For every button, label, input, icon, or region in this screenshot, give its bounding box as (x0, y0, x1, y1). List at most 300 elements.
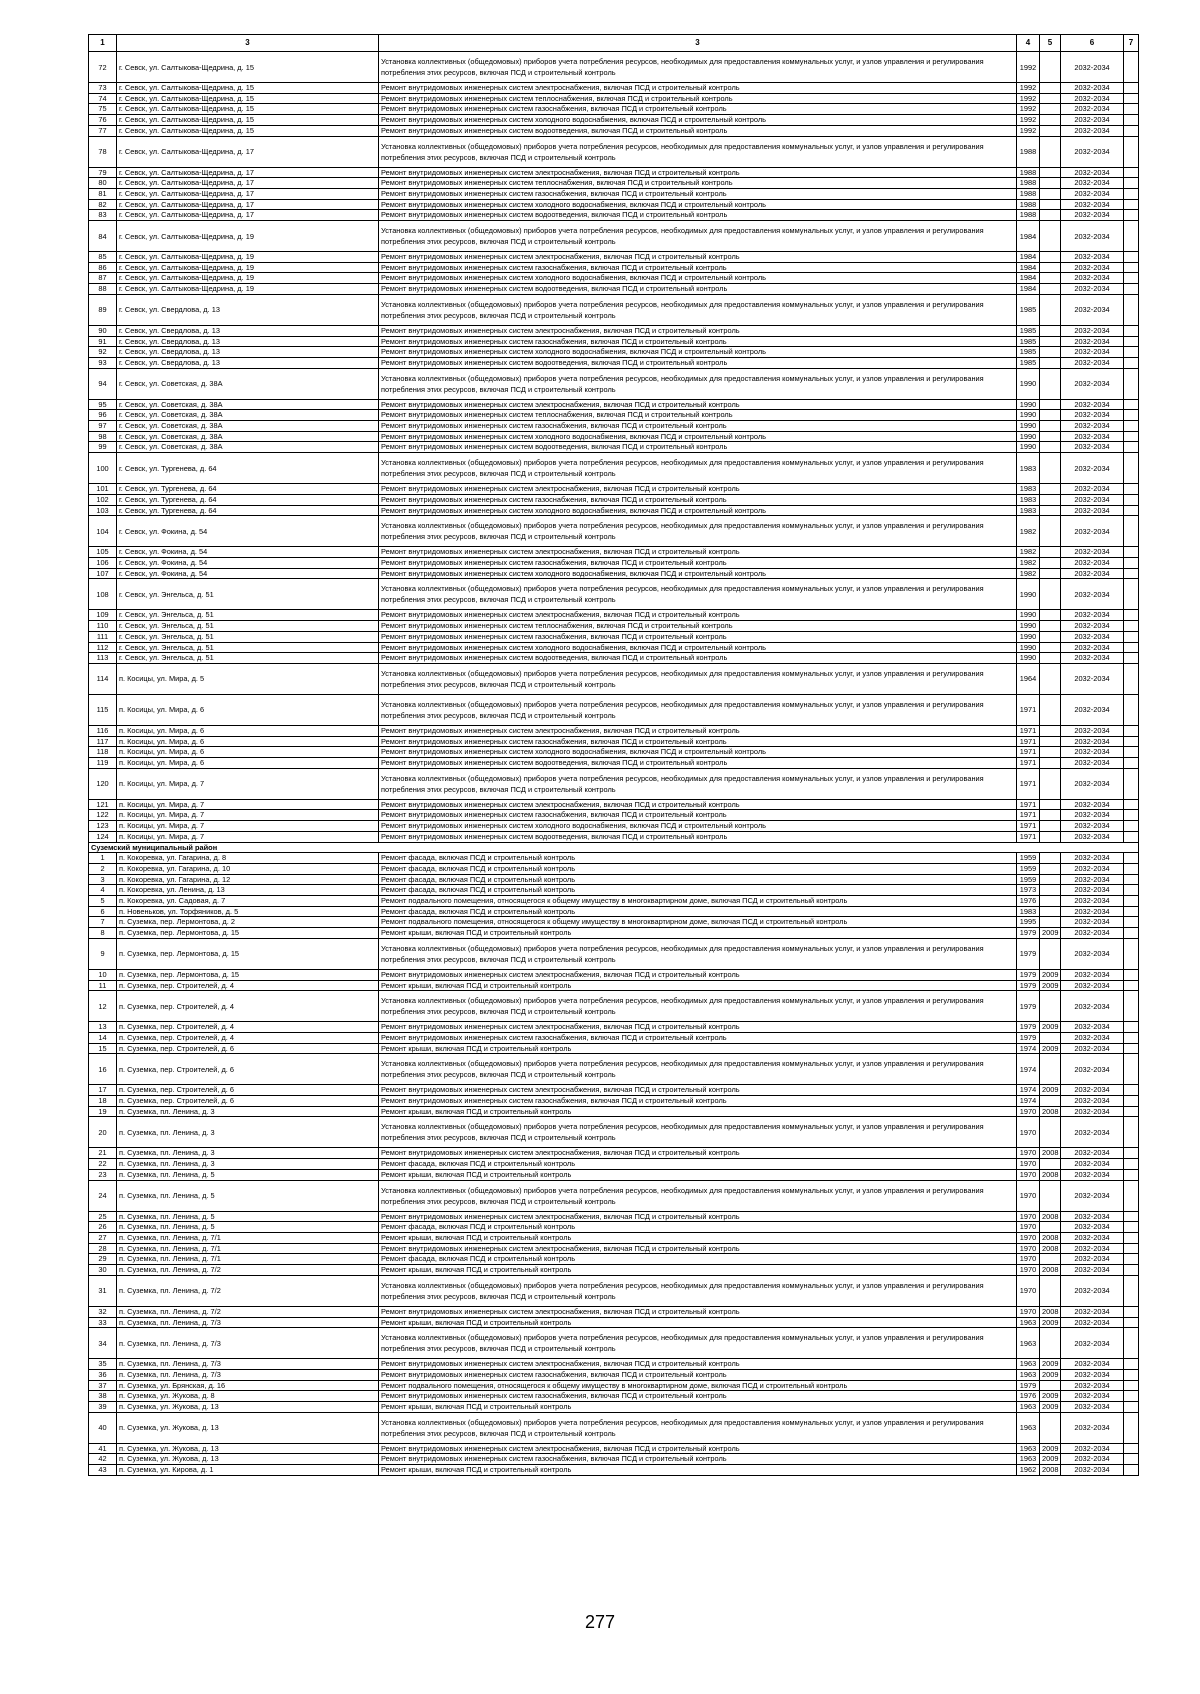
address-cell: г. Севск, ул. Советская, д. 38А (117, 431, 379, 442)
empty-cell (1124, 125, 1139, 136)
table-row (89, 294, 1139, 325)
last-repair-year-cell (1040, 747, 1061, 758)
address-cell: г. Севск, ул. Энгельса, д. 51 (117, 642, 379, 653)
row-number: 119 (89, 758, 117, 769)
planned-period-cell: 2032-2034 (1061, 210, 1124, 221)
row-number: 27 (89, 1233, 117, 1244)
row-number: 103 (89, 505, 117, 516)
table-row (89, 917, 1139, 928)
commission-year-cell: 1971 (1017, 831, 1040, 842)
last-repair-year-cell (1040, 167, 1061, 178)
commission-year-cell: 1970 (1017, 1211, 1040, 1222)
work-description-cell: Ремонт внутридомовых инженерных систем электроснабжения, включая ПСД и строительный контроль (379, 167, 1017, 178)
empty-cell (1124, 768, 1139, 799)
work-description-cell: Ремонт внутридомовых инженерных систем электроснабжения, включая ПСД и строительный контроль (379, 1443, 1017, 1454)
last-repair-year-cell (1040, 1254, 1061, 1265)
table-body (89, 52, 1139, 1476)
empty-cell (1124, 221, 1139, 252)
address-cell: п. Суземка, пер. Строителей, д. 6 (117, 1096, 379, 1107)
address-cell: г. Севск, ул. Советская, д. 38А (117, 410, 379, 421)
empty-cell (1124, 631, 1139, 642)
row-number: 1 (89, 853, 117, 864)
last-repair-year-cell (1040, 453, 1061, 484)
address-cell: г. Севск, ул. Салтыкова-Щедрина, д. 17 (117, 136, 379, 167)
address-cell: г. Севск, ул. Салтыкова-Щедрина, д. 17 (117, 178, 379, 189)
table-row (89, 52, 1139, 83)
planned-period-cell: 2032-2034 (1061, 557, 1124, 568)
table-row (89, 1306, 1139, 1317)
address-cell: г. Севск, ул. Свердлова, д. 13 (117, 357, 379, 368)
row-number: 20 (89, 1117, 117, 1148)
work-description-cell: Ремонт крыши, включая ПСД и строительный контроль (379, 1233, 1017, 1244)
commission-year-cell: 1990 (1017, 653, 1040, 664)
commission-year-cell: 1979 (1017, 969, 1040, 980)
last-repair-year-cell (1040, 442, 1061, 453)
commission-year-cell: 1990 (1017, 610, 1040, 621)
table-row (89, 188, 1139, 199)
planned-period-cell: 2032-2034 (1061, 1254, 1124, 1265)
planned-period-cell: 2032-2034 (1061, 1148, 1124, 1159)
address-cell: п. Кокоревка, ул. Садовая, д. 7 (117, 896, 379, 907)
planned-period-cell: 2032-2034 (1061, 199, 1124, 210)
work-description-cell: Ремонт внутридомовых инженерных систем электроснабжения, включая ПСД и строительный контроль (379, 83, 1017, 94)
last-repair-year-cell (1040, 410, 1061, 421)
empty-cell (1124, 104, 1139, 115)
empty-cell (1124, 863, 1139, 874)
row-number: 28 (89, 1243, 117, 1254)
table-row (89, 368, 1139, 399)
row-number: 7 (89, 917, 117, 928)
last-repair-year-cell (1040, 1096, 1061, 1107)
commission-year-cell: 1979 (1017, 1380, 1040, 1391)
planned-period-cell: 2032-2034 (1061, 484, 1124, 495)
address-cell: п. Косицы, ул. Мира, д. 7 (117, 768, 379, 799)
row-number: 104 (89, 516, 117, 547)
empty-cell (1124, 1159, 1139, 1170)
last-repair-year-cell (1040, 896, 1061, 907)
last-repair-year-cell (1040, 252, 1061, 263)
row-number: 4 (89, 885, 117, 896)
empty-cell (1124, 557, 1139, 568)
table-row (89, 199, 1139, 210)
work-description-cell: Ремонт внутридомовых инженерных систем газоснабжения, включая ПСД и строительный контроль (379, 1454, 1017, 1465)
table-row (89, 325, 1139, 336)
address-cell: п. Суземка, пер. Строителей, д. 4 (117, 1022, 379, 1033)
table-row (89, 736, 1139, 747)
address-cell: г. Севск, ул. Салтыкова-Щедрина, д. 15 (117, 104, 379, 115)
commission-year-cell: 1979 (1017, 980, 1040, 991)
table-row (89, 885, 1139, 896)
work-description-cell: Ремонт внутридомовых инженерных систем холодного водоснабжения, включая ПСД и строительный контроль (379, 273, 1017, 284)
last-repair-year-cell: 2009 (1040, 1085, 1061, 1096)
empty-cell (1124, 694, 1139, 725)
address-cell: п. Кокоревка, ул. Ленина, д. 13 (117, 885, 379, 896)
last-repair-year-cell (1040, 399, 1061, 410)
empty-cell (1124, 1412, 1139, 1443)
table-row (89, 579, 1139, 610)
table-row (89, 1443, 1139, 1454)
table-row (89, 1054, 1139, 1085)
planned-period-cell: 2032-2034 (1061, 747, 1124, 758)
work-description-cell: Ремонт внутридомовых инженерных систем электроснабжения, включая ПСД и строительный контроль (379, 1085, 1017, 1096)
address-cell: п. Суземка, пер. Лермонтова, д. 15 (117, 928, 379, 939)
row-number: 42 (89, 1454, 117, 1465)
row-number: 87 (89, 273, 117, 284)
address-cell: г. Севск, ул. Салтыкова-Щедрина, д. 19 (117, 252, 379, 263)
address-cell: п. Косицы, ул. Мира, д. 6 (117, 736, 379, 747)
last-repair-year-cell (1040, 736, 1061, 747)
commission-year-cell: 1971 (1017, 694, 1040, 725)
empty-cell (1124, 831, 1139, 842)
work-description-cell: Ремонт внутридомовых инженерных систем электроснабжения, включая ПСД и строительный контроль (379, 725, 1017, 736)
commission-year-cell: 1970 (1017, 1254, 1040, 1265)
row-number: 75 (89, 104, 117, 115)
planned-period-cell: 2032-2034 (1061, 621, 1124, 632)
empty-cell (1124, 399, 1139, 410)
commission-year-cell: 1970 (1017, 1148, 1040, 1159)
last-repair-year-cell (1040, 1054, 1061, 1085)
work-description-cell: Установка коллективных (общедомовых) приборов учета потребления ресурсов, необходимых для предоставления коммунальных услуг, и узлов управления и регулирования потребления этих ресурсов, включая ПСД и строительный контроль (379, 663, 1017, 694)
table-row (89, 928, 1139, 939)
planned-period-cell: 2032-2034 (1061, 663, 1124, 694)
last-repair-year-cell: 2009 (1040, 1317, 1061, 1328)
work-description-cell: Установка коллективных (общедомовых) приборов учета потребления ресурсов, необходимых для предоставления коммунальных услуг, и узлов управления и регулирования потребления этих ресурсов, включая ПСД и строительный контроль (379, 221, 1017, 252)
table-row (89, 610, 1139, 621)
commission-year-cell: 1982 (1017, 557, 1040, 568)
row-number: 123 (89, 821, 117, 832)
row-number: 101 (89, 484, 117, 495)
planned-period-cell: 2032-2034 (1061, 325, 1124, 336)
last-repair-year-cell (1040, 917, 1061, 928)
last-repair-year-cell (1040, 52, 1061, 83)
table-row (89, 1380, 1139, 1391)
empty-cell (1124, 442, 1139, 453)
last-repair-year-cell (1040, 368, 1061, 399)
table-row (89, 1317, 1139, 1328)
planned-period-cell: 2032-2034 (1061, 1233, 1124, 1244)
work-description-cell: Установка коллективных (общедомовых) приборов учета потребления ресурсов, необходимых для предоставления коммунальных услуг, и узлов управления и регулирования потребления этих ресурсов, включая ПСД и строительный контроль (379, 1117, 1017, 1148)
empty-cell (1124, 325, 1139, 336)
empty-cell (1124, 917, 1139, 928)
empty-cell (1124, 663, 1139, 694)
row-number: 40 (89, 1412, 117, 1443)
work-description-cell: Ремонт внутридомовых инженерных систем холодного водоснабжения, включая ПСД и строительный контроль (379, 747, 1017, 758)
planned-period-cell: 2032-2034 (1061, 178, 1124, 189)
row-number: 34 (89, 1328, 117, 1359)
last-repair-year-cell (1040, 831, 1061, 842)
table-row (89, 516, 1139, 547)
address-cell: п. Косицы, ул. Мира, д. 7 (117, 821, 379, 832)
empty-cell (1124, 568, 1139, 579)
row-number: 41 (89, 1443, 117, 1454)
last-repair-year-cell (1040, 631, 1061, 642)
table-row (89, 1169, 1139, 1180)
address-cell: п. Косицы, ул. Мира, д. 6 (117, 747, 379, 758)
commission-year-cell: 1964 (1017, 663, 1040, 694)
column-header-extra: 7 (1124, 35, 1139, 52)
row-number: 76 (89, 115, 117, 126)
commission-year-cell: 1990 (1017, 421, 1040, 432)
address-cell: г. Севск, ул. Свердлова, д. 13 (117, 336, 379, 347)
table-row (89, 1211, 1139, 1222)
last-repair-year-cell (1040, 1180, 1061, 1211)
row-number: 122 (89, 810, 117, 821)
work-description-cell: Ремонт фасада, включая ПСД и строительный контроль (379, 1159, 1017, 1170)
commission-year-cell: 1974 (1017, 1096, 1040, 1107)
table-row (89, 758, 1139, 769)
row-number: 13 (89, 1022, 117, 1033)
planned-period-cell: 2032-2034 (1061, 810, 1124, 821)
planned-period-cell: 2032-2034 (1061, 1169, 1124, 1180)
work-description-cell: Установка коллективных (общедомовых) приборов учета потребления ресурсов, необходимых для предоставления коммунальных услуг, и узлов управления и регулирования потребления этих ресурсов, включая ПСД и строительный контроль (379, 1412, 1017, 1443)
table-row (89, 1243, 1139, 1254)
table-row (89, 410, 1139, 421)
last-repair-year-cell (1040, 421, 1061, 432)
table-row (89, 1085, 1139, 1096)
table-row (89, 494, 1139, 505)
commission-year-cell: 1985 (1017, 347, 1040, 358)
planned-period-cell: 2032-2034 (1061, 1402, 1124, 1413)
empty-cell (1124, 896, 1139, 907)
work-description-cell: Ремонт внутридомовых инженерных систем холодного водоснабжения, включая ПСД и строительный контроль (379, 642, 1017, 653)
last-repair-year-cell (1040, 1380, 1061, 1391)
planned-period-cell: 2032-2034 (1061, 1380, 1124, 1391)
address-cell: п. Кокоревка, ул. Гагарина, д. 8 (117, 853, 379, 864)
work-description-cell: Ремонт внутридомовых инженерных систем газоснабжения, включая ПСД и строительный контроль (379, 810, 1017, 821)
empty-cell (1124, 1328, 1139, 1359)
commission-year-cell: 1970 (1017, 1275, 1040, 1306)
row-number: 23 (89, 1169, 117, 1180)
empty-cell (1124, 1391, 1139, 1402)
commission-year-cell: 1983 (1017, 494, 1040, 505)
address-cell: п. Суземка, пер. Строителей, д. 4 (117, 980, 379, 991)
table-row (89, 821, 1139, 832)
last-repair-year-cell (1040, 579, 1061, 610)
work-description-cell: Ремонт внутридомовых инженерных систем газоснабжения, включая ПСД и строительный контроль (379, 631, 1017, 642)
empty-cell (1124, 1265, 1139, 1276)
last-repair-year-cell (1040, 885, 1061, 896)
commission-year-cell: 1971 (1017, 736, 1040, 747)
row-number: 96 (89, 410, 117, 421)
row-number: 112 (89, 642, 117, 653)
planned-period-cell: 2032-2034 (1061, 284, 1124, 295)
table-row (89, 442, 1139, 453)
address-cell: п. Косицы, ул. Мира, д. 6 (117, 758, 379, 769)
empty-cell (1124, 453, 1139, 484)
table-row (89, 853, 1139, 864)
commission-year-cell: 1963 (1017, 1328, 1040, 1359)
planned-period-cell: 2032-2034 (1061, 980, 1124, 991)
row-number: 78 (89, 136, 117, 167)
empty-cell (1124, 1317, 1139, 1328)
empty-cell (1124, 610, 1139, 621)
last-repair-year-cell (1040, 547, 1061, 558)
work-description-cell: Ремонт внутридомовых инженерных систем теплоснабжения, включая ПСД и строительный контроль (379, 178, 1017, 189)
planned-period-cell: 2032-2034 (1061, 1211, 1124, 1222)
empty-cell (1124, 83, 1139, 94)
commission-year-cell: 1970 (1017, 1233, 1040, 1244)
planned-period-cell: 2032-2034 (1061, 167, 1124, 178)
row-number: 26 (89, 1222, 117, 1233)
table-row (89, 1096, 1139, 1107)
address-cell: г. Севск, ул. Свердлова, д. 13 (117, 294, 379, 325)
planned-period-cell: 2032-2034 (1061, 568, 1124, 579)
table-row (89, 874, 1139, 885)
work-description-cell: Установка коллективных (общедомовых) приборов учета потребления ресурсов, необходимых для предоставления коммунальных услуг, и узлов управления и регулирования потребления этих ресурсов, включая ПСД и строительный контроль (379, 991, 1017, 1022)
row-number: 16 (89, 1054, 117, 1085)
last-repair-year-cell: 2008 (1040, 1233, 1061, 1244)
table-row (89, 1402, 1139, 1413)
empty-cell (1124, 1254, 1139, 1265)
table-row (89, 453, 1139, 484)
planned-period-cell: 2032-2034 (1061, 1265, 1124, 1276)
work-description-cell: Ремонт крыши, включая ПСД и строительный контроль (379, 1402, 1017, 1413)
last-repair-year-cell (1040, 104, 1061, 115)
column-header-address: 3 (117, 35, 379, 52)
planned-period-cell: 2032-2034 (1061, 579, 1124, 610)
last-repair-year-cell: 2008 (1040, 1106, 1061, 1117)
row-number: 90 (89, 325, 117, 336)
address-cell: г. Севск, ул. Свердлова, д. 13 (117, 347, 379, 358)
last-repair-year-cell (1040, 199, 1061, 210)
work-description-cell: Установка коллективных (общедомовых) приборов учета потребления ресурсов, необходимых для предоставления коммунальных услуг, и узлов управления и регулирования потребления этих ресурсов, включая ПСД и строительный контроль (379, 579, 1017, 610)
row-number: 6 (89, 906, 117, 917)
commission-year-cell: 1992 (1017, 52, 1040, 83)
commission-year-cell: 1976 (1017, 1391, 1040, 1402)
last-repair-year-cell (1040, 610, 1061, 621)
commission-year-cell: 1974 (1017, 1043, 1040, 1054)
address-cell: г. Севск, ул. Фокина, д. 54 (117, 516, 379, 547)
table-row (89, 484, 1139, 495)
last-repair-year-cell (1040, 799, 1061, 810)
planned-period-cell: 2032-2034 (1061, 853, 1124, 864)
address-cell: п. Суземка, пл. Ленина, д. 7/3 (117, 1369, 379, 1380)
work-description-cell: Ремонт внутридомовых инженерных систем газоснабжения, включая ПСД и строительный контроль (379, 1096, 1017, 1107)
work-description-cell: Установка коллективных (общедомовых) приборов учета потребления ресурсов, необходимых для предоставления коммунальных услуг, и узлов управления и регулирования потребления этих ресурсов, включая ПСД и строительный контроль (379, 516, 1017, 547)
empty-cell (1124, 621, 1139, 632)
empty-cell (1124, 262, 1139, 273)
address-cell: п. Суземка, пл. Ленина, д. 7/3 (117, 1317, 379, 1328)
last-repair-year-cell (1040, 821, 1061, 832)
row-number: 25 (89, 1211, 117, 1222)
commission-year-cell: 1970 (1017, 1222, 1040, 1233)
table-row (89, 1265, 1139, 1276)
last-repair-year-cell (1040, 1032, 1061, 1043)
planned-period-cell: 2032-2034 (1061, 917, 1124, 928)
table-row (89, 273, 1139, 284)
planned-period-cell: 2032-2034 (1061, 821, 1124, 832)
work-description-cell: Ремонт внутридомовых инженерных систем электроснабжения, включая ПСД и строительный контроль (379, 1211, 1017, 1222)
address-cell: п. Кокоревка, ул. Гагарина, д. 12 (117, 874, 379, 885)
commission-year-cell: 1990 (1017, 642, 1040, 653)
table-row (89, 1391, 1139, 1402)
last-repair-year-cell: 2009 (1040, 1022, 1061, 1033)
planned-period-cell: 2032-2034 (1061, 347, 1124, 358)
last-repair-year-cell (1040, 210, 1061, 221)
section-title: Суземский муниципальный район (89, 842, 1139, 853)
row-number: 120 (89, 768, 117, 799)
work-description-cell: Ремонт фасада, включая ПСД и строительный контроль (379, 1254, 1017, 1265)
commission-year-cell: 1963 (1017, 1454, 1040, 1465)
row-number: 99 (89, 442, 117, 453)
row-number: 12 (89, 991, 117, 1022)
empty-cell (1124, 336, 1139, 347)
table-row (89, 83, 1139, 94)
empty-cell (1124, 1032, 1139, 1043)
planned-period-cell: 2032-2034 (1061, 453, 1124, 484)
table-row (89, 262, 1139, 273)
last-repair-year-cell: 2008 (1040, 1265, 1061, 1276)
last-repair-year-cell (1040, 874, 1061, 885)
address-cell: п. Суземка, пер. Строителей, д. 6 (117, 1085, 379, 1096)
planned-period-cell: 2032-2034 (1061, 115, 1124, 126)
row-number: 81 (89, 188, 117, 199)
address-cell: п. Суземка, пл. Ленина, д. 3 (117, 1159, 379, 1170)
work-description-cell: Ремонт фасада, включая ПСД и строительный контроль (379, 885, 1017, 896)
planned-period-cell: 2032-2034 (1061, 896, 1124, 907)
address-cell: п. Косицы, ул. Мира, д. 7 (117, 831, 379, 842)
row-number: 15 (89, 1043, 117, 1054)
empty-cell (1124, 421, 1139, 432)
row-number: 91 (89, 336, 117, 347)
address-cell: п. Суземка, пл. Ленина, д. 7/1 (117, 1243, 379, 1254)
last-repair-year-cell (1040, 1328, 1061, 1359)
planned-period-cell: 2032-2034 (1061, 52, 1124, 83)
empty-cell (1124, 579, 1139, 610)
row-number: 88 (89, 284, 117, 295)
work-description-cell: Ремонт внутридомовых инженерных систем газоснабжения, включая ПСД и строительный контроль (379, 1032, 1017, 1043)
address-cell: п. Суземка, пл. Ленина, д. 3 (117, 1117, 379, 1148)
address-cell: г. Севск, ул. Энгельса, д. 51 (117, 579, 379, 610)
empty-cell (1124, 1117, 1139, 1148)
planned-period-cell: 2032-2034 (1061, 758, 1124, 769)
row-number: 124 (89, 831, 117, 842)
address-cell: п. Суземка, пл. Ленина, д. 5 (117, 1180, 379, 1211)
empty-cell (1124, 52, 1139, 83)
address-cell: г. Севск, ул. Салтыкова-Щедрина, д. 19 (117, 284, 379, 295)
empty-cell (1124, 885, 1139, 896)
row-number: 80 (89, 178, 117, 189)
commission-year-cell: 1979 (1017, 1022, 1040, 1033)
commission-year-cell: 1983 (1017, 453, 1040, 484)
table-row (89, 1106, 1139, 1117)
last-repair-year-cell (1040, 93, 1061, 104)
empty-cell (1124, 1106, 1139, 1117)
empty-cell (1124, 115, 1139, 126)
empty-cell (1124, 821, 1139, 832)
row-number: 106 (89, 557, 117, 568)
last-repair-year-cell: 2009 (1040, 969, 1061, 980)
last-repair-year-cell (1040, 621, 1061, 632)
empty-cell (1124, 1096, 1139, 1107)
row-number: 36 (89, 1369, 117, 1380)
table-row (89, 1369, 1139, 1380)
planned-period-cell: 2032-2034 (1061, 357, 1124, 368)
commission-year-cell: 1979 (1017, 991, 1040, 1022)
work-description-cell: Ремонт внутридомовых инженерных систем водоотведения, включая ПСД и строительный контроль (379, 653, 1017, 664)
row-number: 115 (89, 694, 117, 725)
planned-period-cell: 2032-2034 (1061, 252, 1124, 263)
empty-cell (1124, 547, 1139, 558)
last-repair-year-cell (1040, 1275, 1061, 1306)
row-number: 10 (89, 969, 117, 980)
column-header-period: 6 (1061, 35, 1124, 52)
address-cell: г. Севск, ул. Салтыкова-Щедрина, д. 15 (117, 93, 379, 104)
commission-year-cell: 1984 (1017, 273, 1040, 284)
planned-period-cell: 2032-2034 (1061, 653, 1124, 664)
planned-period-cell: 2032-2034 (1061, 399, 1124, 410)
table-row (89, 1465, 1139, 1476)
